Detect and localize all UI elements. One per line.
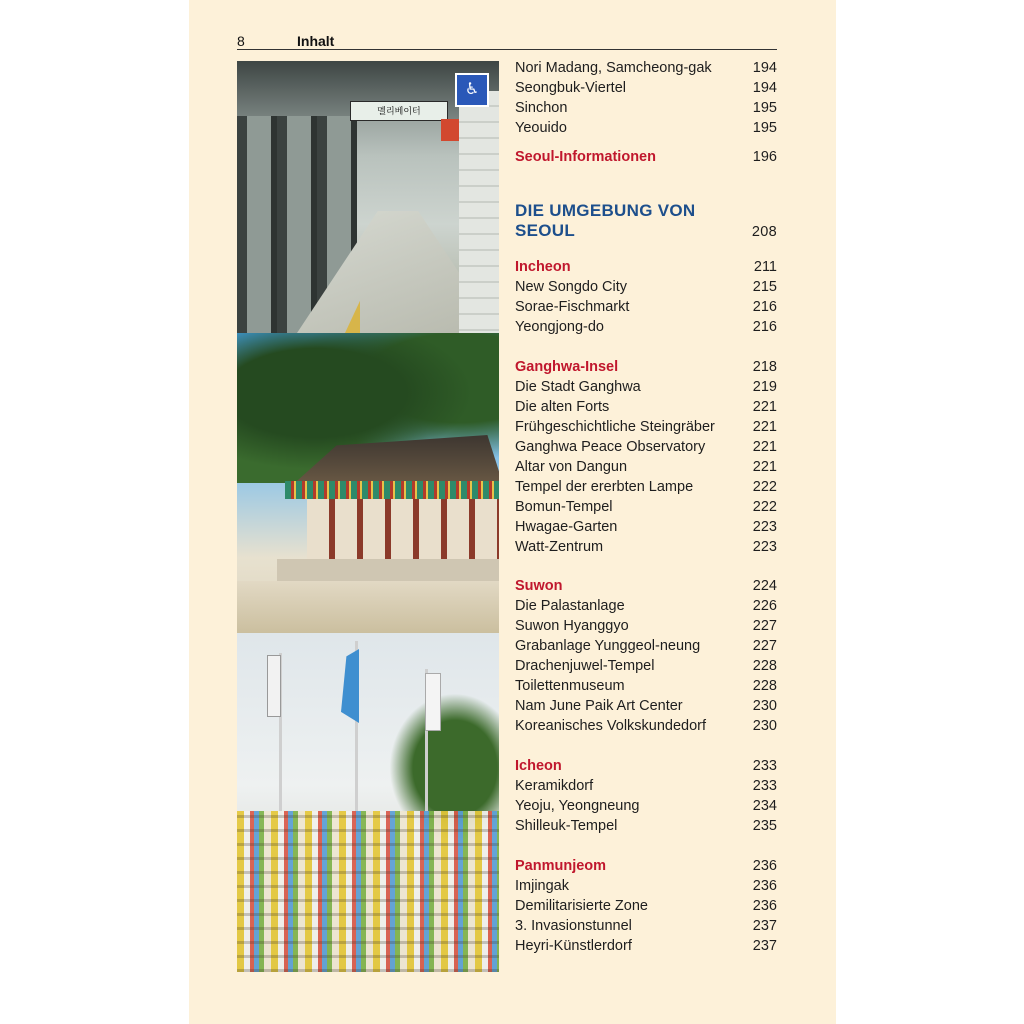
toc-entry[interactable]: Sinchon 195 [515,100,777,116]
toc-entry[interactable]: Shilleuk-Tempel 235 [515,818,777,834]
toc-entry[interactable]: Bomun-Tempel 222 [515,499,777,515]
toc-entry[interactable]: Die alten Forts 221 [515,399,777,415]
toc-entry[interactable]: Tempel der ererbten Lampe 222 [515,479,777,495]
toc-entry[interactable]: Imjingak 236 [515,878,777,894]
flag-korea [425,673,441,731]
toc-entry[interactable]: Seongbuk-Viertel 194 [515,80,777,96]
page-number: 8 [237,33,245,49]
book-page [189,0,836,1024]
flag-blue [341,649,359,723]
photo-subway-platform [237,61,499,333]
toc-entry[interactable]: Hwagae-Garten 223 [515,519,777,535]
toc-heading-suwon[interactable]: Suwon 224 [515,578,777,594]
toc-entry[interactable]: New Songdo City 215 [515,279,777,295]
painted-eaves [285,481,499,499]
section-title: Inhalt [297,33,335,49]
running-header [237,33,777,50]
toc-entry[interactable]: Grabanlage Yunggeol-neung 227 [515,638,777,654]
ribbon-shadows [237,811,499,972]
toc-entry[interactable]: Altar von Dangun 221 [515,459,777,475]
elevator-sign: 멜리베이터 [350,101,448,121]
photo-temple [237,333,499,633]
photo-flags-ribbons [237,633,499,972]
toc-heading-panmunjeom[interactable]: Panmunjeom 236 [515,858,777,874]
courtyard [237,581,499,633]
toc-entry[interactable]: Demilitarisierte Zone 236 [515,898,777,914]
toc-entry[interactable]: Sorae-Fischmarkt 216 [515,299,777,315]
toc-entry[interactable]: 3. Invasionstunnel 237 [515,918,777,934]
toc-entry[interactable]: Nam June Paik Art Center 230 [515,698,777,714]
toc-entry[interactable]: Die Palastanlage 226 [515,598,777,614]
toc-entry[interactable]: Yeoju, Yeongneung 234 [515,798,777,814]
toc-entry[interactable]: Toilettenmuseum 228 [515,678,777,694]
stone-base [277,559,499,581]
toc-entry[interactable]: Keramikdorf 233 [515,778,777,794]
toc-entry[interactable]: Frühgeschichtliche Steingräber 221 [515,419,777,435]
flag-white [267,655,281,717]
toc-entry[interactable]: Heyri-Künstlerdorf 237 [515,938,777,954]
toc-heading-icheon[interactable]: Icheon 233 [515,758,777,774]
toc-entry[interactable]: Suwon Hyanggyo 227 [515,618,777,634]
tiled-pillar [459,91,499,333]
toc-chapter-heading[interactable]: DIE UMGEBUNG VON SEOUL 208 [515,201,777,240]
toc-entry[interactable]: Koreanisches Volkskundedorf 230 [515,718,777,734]
temple-hall [307,499,499,561]
toc-entry[interactable]: Die Stadt Ganghwa 219 [515,379,777,395]
toc-entry[interactable]: Yeouido 195 [515,120,777,136]
toc-entry[interactable]: Drachenjuwel-Tempel 228 [515,658,777,674]
wheelchair-icon: ♿ [455,73,489,107]
toc-heading-incheon[interactable]: Incheon 211 [515,259,777,275]
toc-entry[interactable]: Nori Madang, Samcheong-gak 194 [515,60,777,76]
toc-heading-ganghwa[interactable]: Ganghwa-Insel 218 [515,359,777,375]
red-sign-icon [441,119,459,141]
toc-entry[interactable]: Yeongjong-do 216 [515,319,777,335]
toc-entry[interactable]: Watt-Zentrum 223 [515,539,777,555]
photo-column [237,61,499,972]
toc-heading-seoul-info[interactable]: Seoul-Informationen 196 [515,149,777,165]
toc-entry[interactable]: Ganghwa Peace Observatory 221 [515,439,777,455]
